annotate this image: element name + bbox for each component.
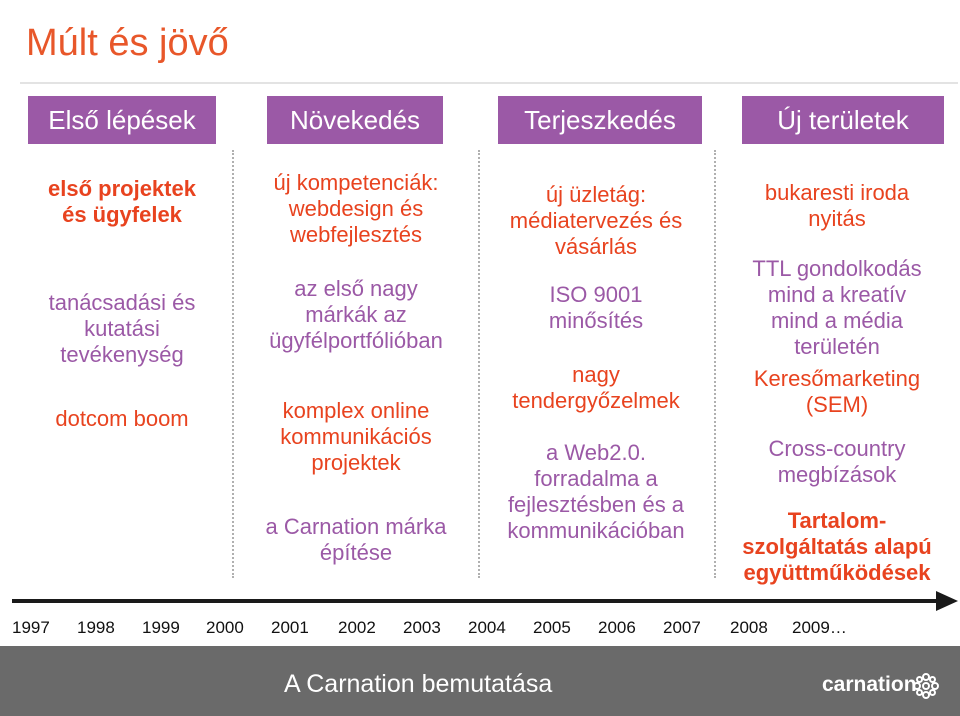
milestone-line: mind a kreatív <box>767 282 907 307</box>
column-expansion <box>482 182 710 602</box>
milestone-line: az első nagy <box>294 276 418 301</box>
carnation-flower-logo-icon <box>912 672 940 700</box>
year-label: 2009… <box>792 618 847 637</box>
milestone-web2-revolution <box>482 440 710 544</box>
milestone-ttl-thinking <box>718 256 956 360</box>
milestone-dotcom-boom <box>20 406 224 432</box>
phase-header-new-areas: Új területek <box>742 96 944 144</box>
milestone-line: ISO 9001 <box>549 282 643 307</box>
year-label: 2004 <box>468 618 506 637</box>
year-label: 2002 <box>338 618 376 637</box>
milestone-line: kommunikációs <box>280 424 432 449</box>
year-label: 2007 <box>663 618 701 637</box>
footer-title: A Carnation bemutatása <box>284 670 553 698</box>
milestone-line: fejlesztésben és a <box>507 492 685 517</box>
milestone-first-projects <box>20 176 224 228</box>
year-label: 1998 <box>77 618 115 637</box>
year-label: 2005 <box>533 618 571 637</box>
milestone-line: Tartalom- <box>787 508 887 533</box>
milestone-tender-wins <box>482 362 710 414</box>
milestone-line: megbízások <box>777 462 897 487</box>
column-new-areas <box>718 180 956 600</box>
milestone-line: minősítés <box>548 308 644 333</box>
page-title: Múlt és jövő <box>26 22 229 64</box>
milestone-line: új üzletág: <box>545 182 647 207</box>
milestone-line: tevékenység <box>60 342 184 367</box>
milestone-complex-online <box>240 398 472 476</box>
milestone-line: komplex online <box>282 398 430 423</box>
column-divider <box>714 150 716 578</box>
timeline-arrow-line <box>12 599 940 603</box>
milestone-line: tanácsadási és <box>48 290 196 315</box>
year-label: 2006 <box>598 618 636 637</box>
milestone-line: Cross-country <box>768 436 906 461</box>
milestone-line: TTL gondolkodás <box>752 256 922 281</box>
milestone-line: webfejlesztés <box>289 222 423 247</box>
milestone-media-planning <box>482 182 710 260</box>
milestone-line: bukaresti iroda <box>764 180 910 205</box>
phase-header-expansion: Terjeszkedés <box>498 96 702 144</box>
milestone-first-big-brands <box>240 276 472 354</box>
milestone-line: építése <box>319 540 393 565</box>
milestone-cross-country <box>718 436 956 488</box>
milestone-content-cooperation <box>718 508 956 586</box>
milestone-line: (SEM) <box>805 392 869 417</box>
column-divider <box>232 150 234 578</box>
milestone-bucharest-office <box>718 180 956 232</box>
milestone-line: dotcom boom <box>55 406 189 431</box>
milestone-line: kutatási <box>84 316 160 341</box>
milestone-line: projektek <box>311 450 401 475</box>
milestone-line: első projektek <box>48 176 196 201</box>
column-growth <box>240 170 472 590</box>
milestone-line: tendergyőzelmek <box>512 388 680 413</box>
timeline-arrow-head-icon <box>936 591 958 611</box>
milestone-line: a Carnation márka <box>265 514 447 539</box>
milestone-brand-building <box>240 514 472 566</box>
milestone-line: Keresőmarketing <box>753 366 921 391</box>
year-label: 2003 <box>403 618 441 637</box>
milestone-line: ügyfélportfólióban <box>269 328 443 353</box>
milestone-line: nagy <box>572 362 620 387</box>
milestone-line: kommunikációban <box>507 518 685 543</box>
year-label: 1997 <box>12 618 50 637</box>
milestone-consulting <box>20 290 224 368</box>
year-label: 1999 <box>142 618 180 637</box>
year-label: 2000 <box>206 618 244 637</box>
milestone-search-marketing <box>718 366 956 418</box>
milestone-line: területén <box>794 334 880 359</box>
milestone-iso-9001 <box>482 282 710 334</box>
column-divider <box>478 150 480 578</box>
milestone-line: együttműködések <box>743 560 931 585</box>
milestone-line: márkák az <box>305 302 407 327</box>
title-divider <box>20 82 958 84</box>
milestone-line: új kompetenciák: <box>273 170 439 195</box>
year-label: 2001 <box>271 618 309 637</box>
company-logo-text: carnation <box>822 673 917 696</box>
milestone-line: forradalma a <box>534 466 658 491</box>
phase-header-growth: Növekedés <box>267 96 443 144</box>
milestone-line: mind a média <box>770 308 904 333</box>
milestone-line: szolgáltatás alapú <box>742 534 932 559</box>
year-label: 2008 <box>730 618 768 637</box>
milestone-line: vásárlás <box>555 234 637 259</box>
milestone-line: és ügyfelek <box>62 202 182 227</box>
milestone-line: nyitás <box>808 206 866 231</box>
milestone-line: médiatervezés és <box>509 208 683 233</box>
milestone-line: a Web2.0. <box>546 440 646 465</box>
milestone-new-competencies <box>240 170 472 248</box>
phase-header-first-steps: Első lépések <box>28 96 216 144</box>
column-first-steps <box>20 176 224 596</box>
milestone-line: webdesign és <box>288 196 424 221</box>
